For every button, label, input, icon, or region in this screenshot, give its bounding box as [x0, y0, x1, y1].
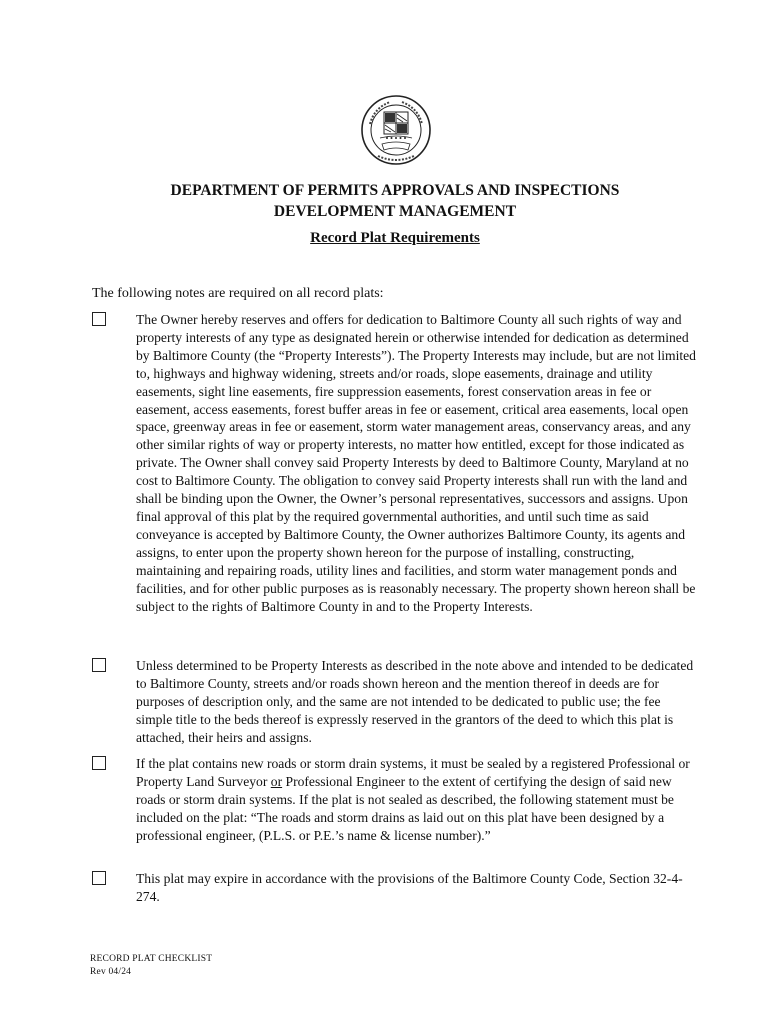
- note-4-checkbox[interactable]: [92, 871, 106, 885]
- department-heading: DEPARTMENT OF PERMITS APPROVALS AND INSPECTIONS: [170, 182, 620, 199]
- note-3-text-before: If the plat contains new roads or storm drain systems, it must be sealed by a registered Professional or Property Land Surveyor: [136, 756, 690, 789]
- note-3-text: [136, 755, 698, 845]
- note-2-checkbox[interactable]: [92, 658, 106, 672]
- note-1-text: The Owner hereby reserves and offers for dedication to Baltimore County all such rights of way and property interests of any type as designated herein or otherwise intended for dedication as determined by Baltimore County (the “Property Interests”). The Property Interests may include, but are not limited to, highways and highway widening, streets and/or roads, slope easements, drainage and utility easements, sight line easements, fire suppression easements, forest conservation areas in fee or easement, access easements, forest buffer areas in fee or easement, critical area easements, local open space, greenway areas in fee or easement, storm water management areas, conservancy areas, and any other similar rights of way or property interests, no matter how entitled, except for those indicated as private. The Owner shall convey said Property Interests by deed to Baltimore County, Maryland at no cost to Baltimore County. The obligation to convey said Property interests shall run with the land and shall be binding upon the Owner, the Owner’s personal representatives, successors and assigns. Upon final approval of this plat by the required governmental authorities, and until such time as said conveyance is accepted by Baltimore County, the Owner authorizes Baltimore County, its agents and assigns, to enter upon the property shown hereon for the purpose of installing, constructing, maintaining and repairing roads, utility lines and facilities, and storm water management ponds and facilities, and for other public purposes as is reasonably necessary. The property shown hereon shall be subject to the rights of Baltimore County in and to the Property Interests.: [136, 312, 696, 614]
- county-seal: [360, 94, 432, 166]
- intro-text: The following notes are required on all record plats:: [92, 286, 384, 301]
- note-4-text: This plat may expire in accordance with the provisions of the Baltimore County Code, Section 32-4-274.: [136, 871, 683, 904]
- footer-form-name: RECORD PLAT CHECKLIST: [90, 954, 213, 964]
- note-2-text: Unless determined to be Property Interests as described in the note above and intended to be dedicated to Baltimore County, streets and/or roads shown hereon and the mention thereof in deeds are for purposes of description only, and the same are not intended to be dedicated to public use; the fee simple title to the beds thereof is expressly reserved in the grantors of the deed to which this plat is attached, their heirs and assigns.: [136, 658, 694, 745]
- footer-revision: Rev 04/24: [90, 967, 132, 977]
- note-3-text-emphasis: or: [270, 773, 283, 789]
- note-1-checkbox[interactable]: [92, 312, 106, 326]
- division-heading: DEVELOPMENT MANAGEMENT: [273, 203, 517, 220]
- page-title: Record Plat Requirements: [310, 230, 480, 246]
- note-3-checkbox[interactable]: [92, 756, 106, 770]
- note-3-text-after: Professional Engineer to the extent of certifying the design of said new roads or storm drain systems. If the plat is not sealed as described, the following statement must be included on the plat: “The roads and storm drains as laid out on this plat have been designed by a professional engineer, (P.L.S. or P.E.’s name & license number).”: [136, 773, 674, 843]
